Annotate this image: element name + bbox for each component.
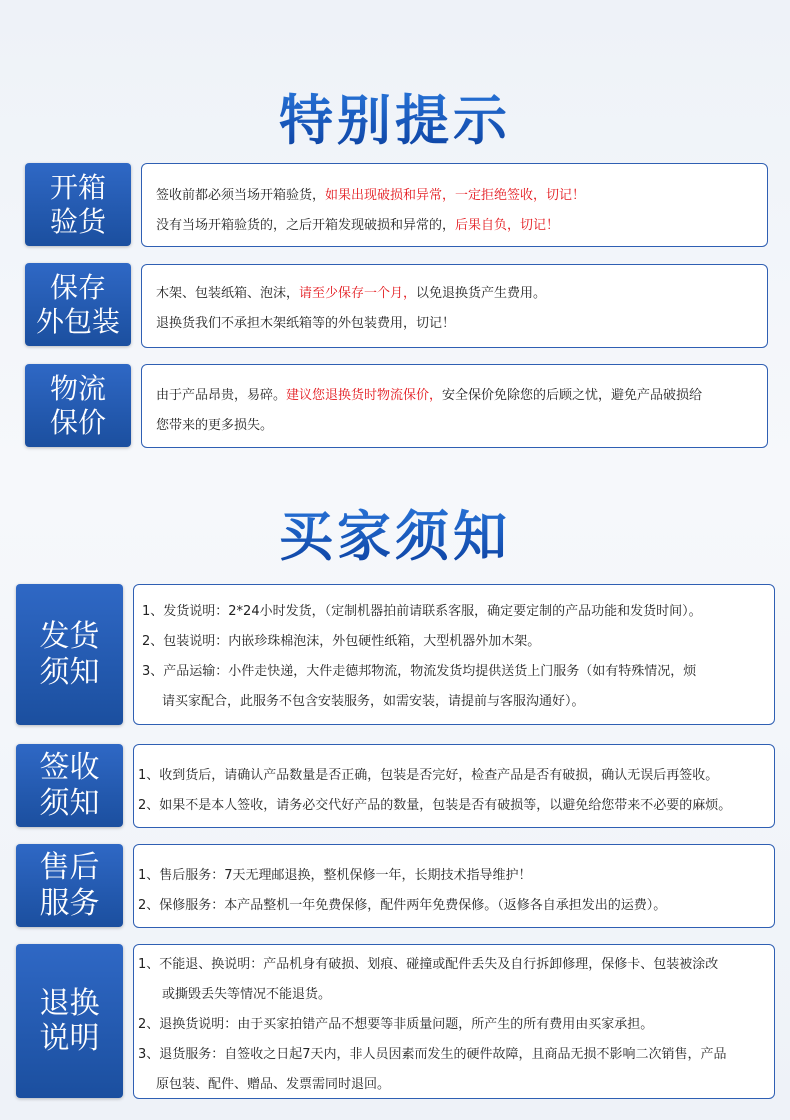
notice-line: 没有当场开箱验货的，之后开箱发现破损和异常的，后果自负，切记！ (156, 218, 560, 233)
tag-line: 须知 (39, 654, 100, 690)
tag-line: 售后 (39, 850, 100, 886)
tag-line: 外包装 (35, 304, 120, 338)
shipping-line-4: 请买家配合，此服务不包含安装服务，如需安装，请提前与客服沟通好）。 (162, 694, 585, 709)
special-notice-title: 特别提示 (0, 78, 790, 155)
tag-line: 开箱 (49, 171, 106, 205)
notice-line: 签收前都必须当场开箱验货，如果出现破损和异常，一定拒绝签收，切记！ (156, 188, 586, 203)
aftersale-line-1: 1、售后服务：7天无理邮退换，整机保修一年，长期技术指导维护！ (138, 868, 532, 883)
tag-line: 物流 (49, 372, 106, 406)
tag-line: 须知 (39, 785, 100, 821)
tag-aftersale (16, 844, 123, 927)
returns-line-3: 2、退换货说明：由于买家拍错产品不想要等非质量问题，所产生的所有费用由买家承担。 (138, 1017, 654, 1032)
receiving-line-2: 2、如果不是本人签收，请务必交代好产品的数量，包装是否有破损等，以避免给您带来不必要的麻烦。 (138, 798, 732, 813)
tag-line: 保价 (49, 405, 106, 439)
shipping-box (133, 584, 775, 725)
returns-box (133, 944, 775, 1099)
notice-line: 您带来的更多损失。 (156, 418, 274, 433)
tag-line: 保存 (49, 271, 106, 305)
notice-box-unbox (141, 163, 768, 247)
tag-line: 验货 (49, 204, 106, 238)
tag-shipping (16, 584, 123, 725)
tag-keep-packaging (25, 263, 131, 346)
tag-unbox-inspect (25, 163, 131, 246)
tag-receiving (16, 744, 123, 827)
receiving-box (133, 744, 775, 828)
tag-line: 说明 (39, 1021, 100, 1056)
tag-returns (16, 944, 123, 1098)
notice-line: 由于产品昂贵，易碎。建议您退换货时物流保价，安全保价免除您的后顾之忧，避免产品破损给 (156, 388, 703, 403)
notice-line: 木架、包装纸箱、泡沫，请至少保存一个月，以免退换货产生费用。 (156, 286, 547, 301)
aftersale-box (133, 844, 775, 928)
returns-line-1: 1、不能退、换说明：产品机身有破损、划痕、碰撞或配件丢失及自行拆卸修理，保修卡、包装被涂改 (138, 957, 719, 972)
aftersale-line-2: 2、保修服务：本产品整机一年免费保修，配件两年免费保修。（返修各自承担发出的运费）。 (138, 898, 667, 913)
shipping-line-1: 1、发货说明：2*24小时发货，（定制机器拍前请联系客服，确定要定制的产品功能和发货时间）。 (142, 604, 702, 619)
tag-logistics-insurance (25, 364, 131, 447)
shipping-line-2: 2、包装说明：内嵌珍珠棉泡沫，外包硬性纸箱，大型机器外加木架。 (142, 634, 541, 649)
tag-line: 签收 (39, 750, 100, 786)
receiving-line-1: 1、收到货后，请确认产品数量是否正确，包装是否完好，检查产品是否有破损，确认无误后再签收。 (138, 768, 719, 783)
tag-line: 退换 (39, 985, 100, 1021)
returns-line-2: 或撕毁丢失等情况不能退货。 (162, 987, 332, 1002)
notice-box-insurance (141, 364, 768, 448)
buyer-notice-title: 买家须知 (0, 494, 790, 571)
returns-line-4: 3、退货服务：自签收之日起7天内，非人员因素而发生的硬件故障，且商品无损不影响二次销售，产品 (138, 1047, 727, 1062)
tag-line: 发货 (39, 619, 100, 655)
shipping-line-3: 3、产品运输：小件走快递，大件走德邦物流，物流发货均提供送货上门服务（如有特殊情况，烦 (142, 664, 697, 679)
notice-box-packaging (141, 264, 768, 348)
tag-line: 服务 (39, 885, 100, 921)
notice-line: 退换货我们不承担木架纸箱等的外包装费用，切记！ (156, 316, 456, 331)
returns-line-5: 原包装、配件、赠品、发票需同时退回。 (156, 1077, 391, 1092)
